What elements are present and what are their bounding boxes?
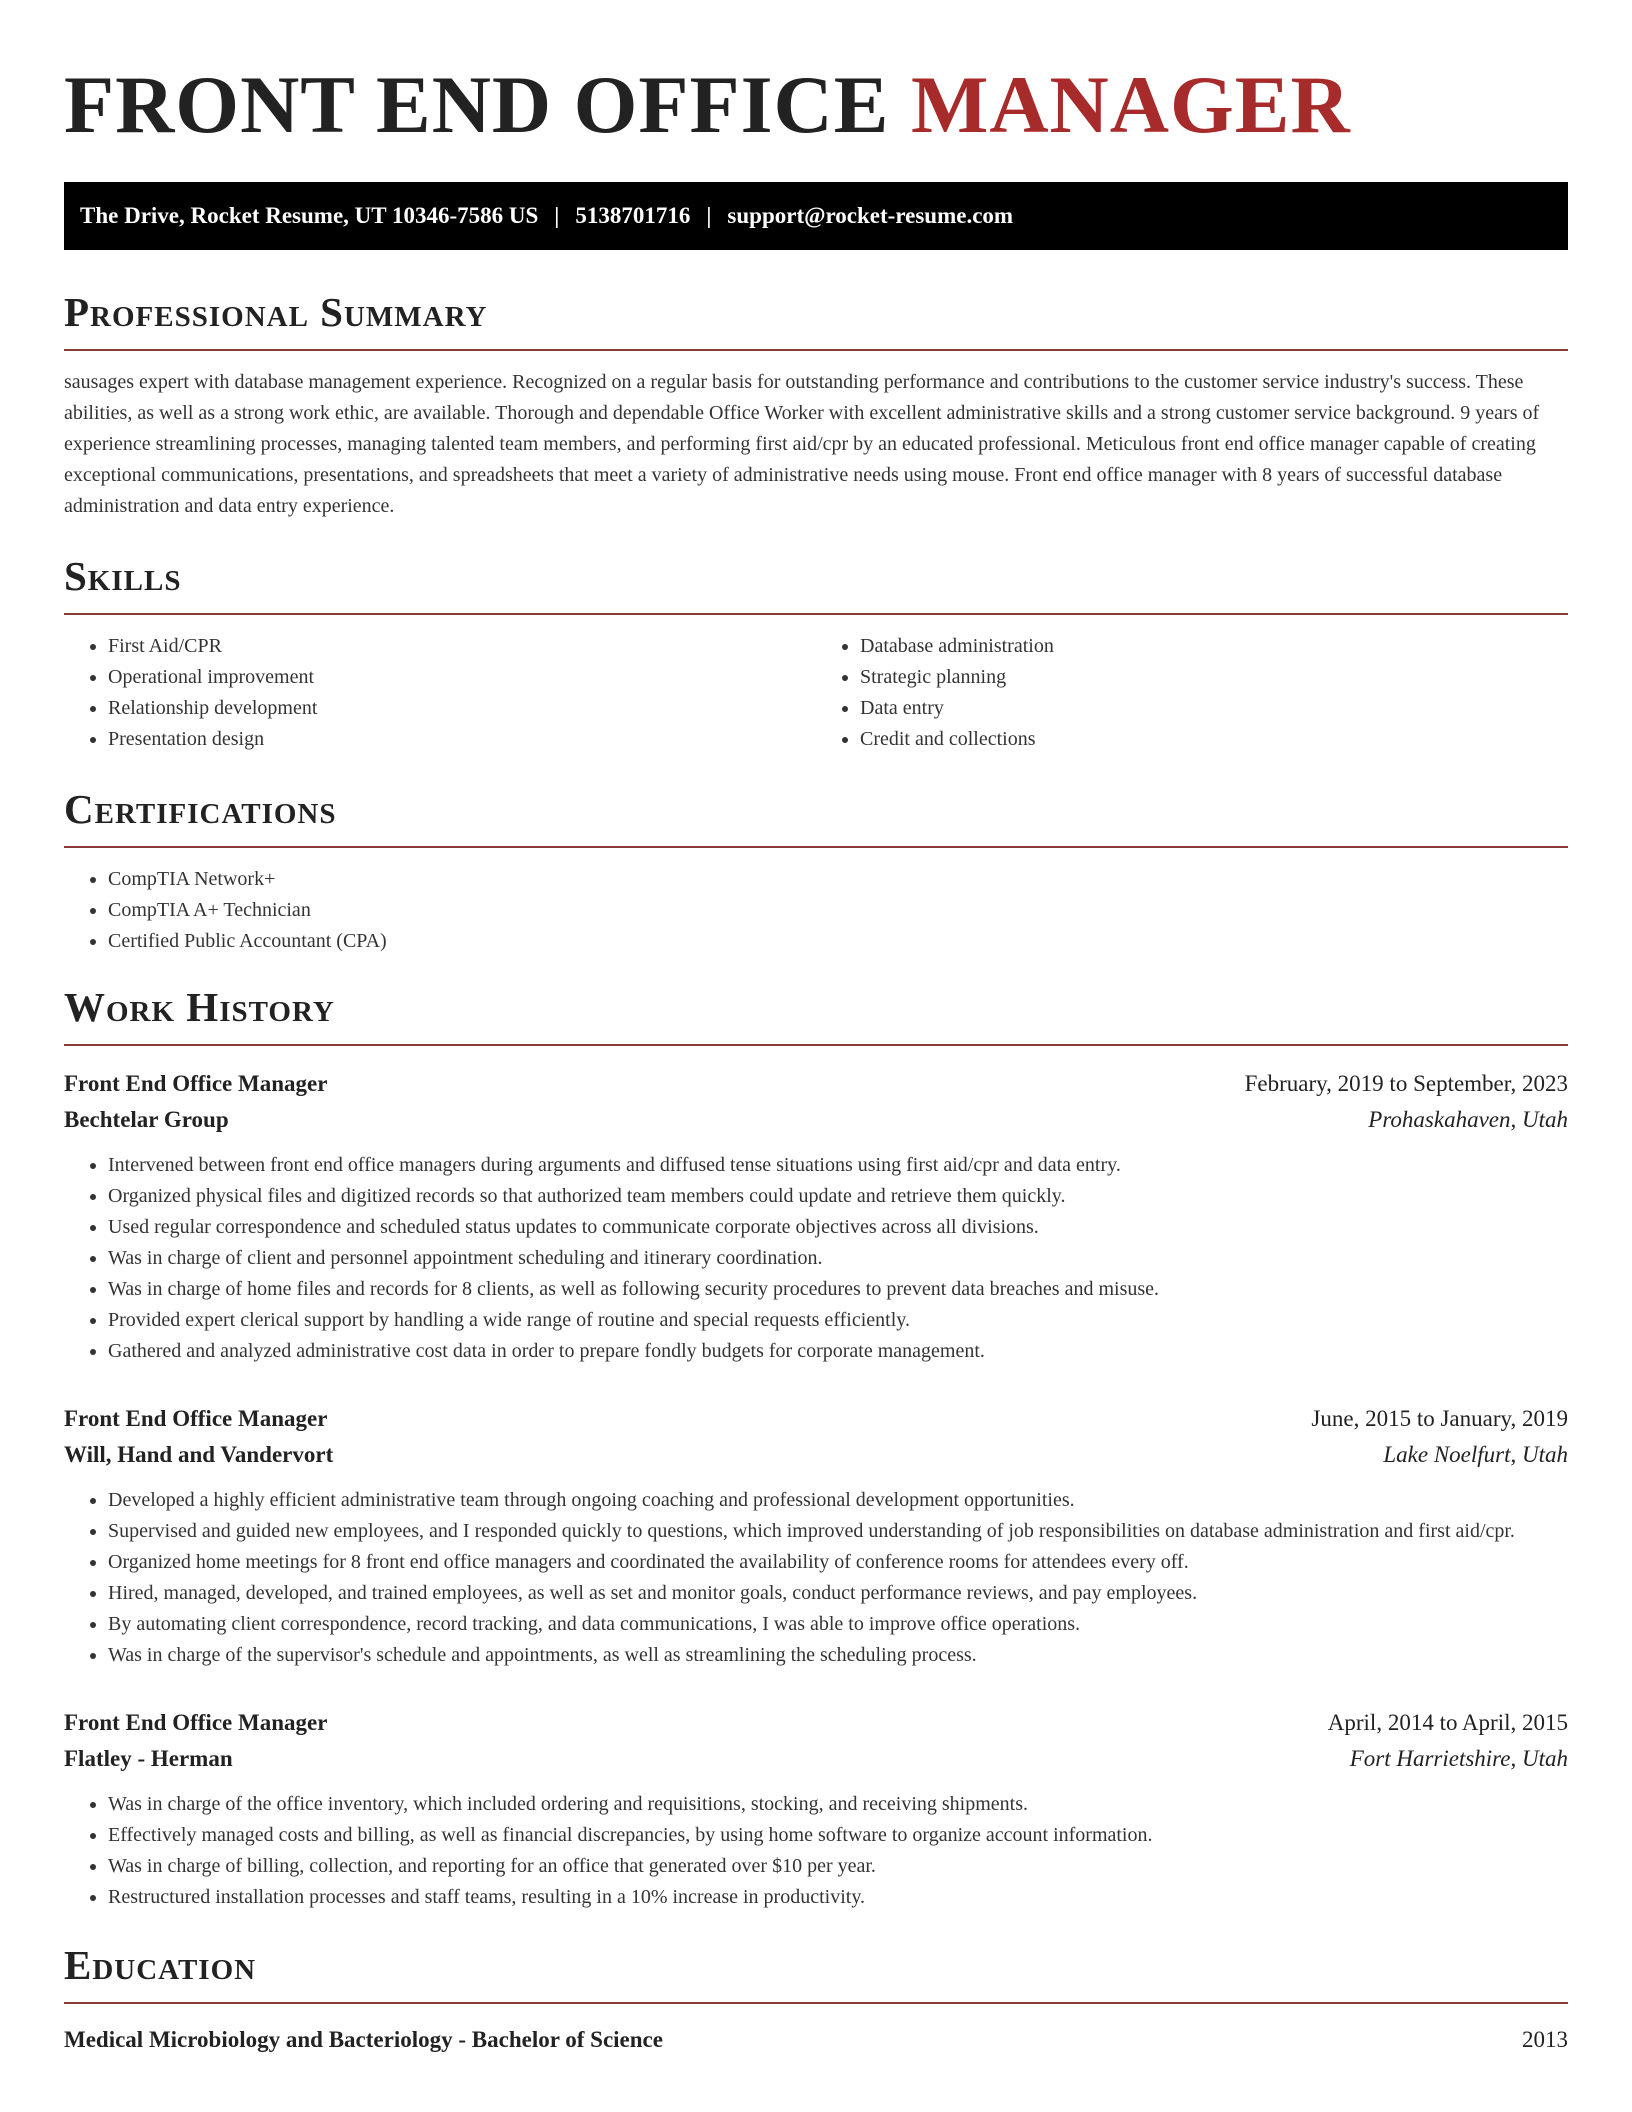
job-bullets bbox=[64, 1150, 1568, 1367]
contact-separator: | bbox=[706, 203, 712, 228]
job-company: Will, Hand and Vandervort bbox=[64, 1442, 334, 1468]
job-bullet: • Intervened between front end office managers during arguments and diffused tense situations using first aid/cpr and data entry. bbox=[108, 1150, 1568, 1181]
contact-address: The Drive, Rocket Resume, UT 10346-7586 US bbox=[80, 203, 539, 228]
job-bullet: • Was in charge of home files and records for 8 clients, as well as following security procedures to prevent data breaches and misuse. bbox=[108, 1274, 1568, 1305]
job-bullet: • Hired, managed, developed, and trained employees, as well as set and monitor goals, conduct performance reviews, and pay employees. bbox=[108, 1578, 1568, 1609]
page-title bbox=[64, 59, 1568, 150]
certifications-list bbox=[64, 864, 1568, 957]
contact-email: support@rocket-resume.com bbox=[727, 203, 1014, 228]
skills-list-right bbox=[816, 631, 1568, 755]
job-bullets bbox=[64, 1789, 1568, 1913]
job-title: Front End Office Manager bbox=[64, 1710, 328, 1736]
certification-item: • CompTIA A+ Technician bbox=[108, 895, 1568, 926]
education-degree: Medical Microbiology and Bacteriology - Bachelor of Science bbox=[64, 2027, 663, 2053]
job-bullets bbox=[64, 1485, 1568, 1671]
job-location: Lake Noelfurt, Utah bbox=[1383, 1442, 1568, 1468]
summary-section bbox=[64, 290, 1568, 522]
job-bullet: • By automating client correspondence, record tracking, and data communications, I was able to improve office operations. bbox=[108, 1609, 1568, 1640]
contact-separator: | bbox=[554, 203, 560, 228]
job-bullet: • Supervised and guided new employees, and I responded quickly to questions, which improved understanding of job responsibilities on database administration and first aid/cpr. bbox=[108, 1516, 1568, 1547]
skill-item: • Data entry bbox=[860, 693, 1568, 724]
job-location: Fort Harrietshire, Utah bbox=[1349, 1746, 1568, 1772]
job-bullet: • Was in charge of billing, collection, and reporting for an office that generated over $10 per year. bbox=[108, 1851, 1568, 1882]
skills-section bbox=[64, 554, 1568, 755]
job-bullet: • Effectively managed costs and billing, as well as financial discrepancies, by using home software to organize account information. bbox=[108, 1820, 1568, 1851]
contact-bar bbox=[64, 182, 1568, 250]
job-bullet: • Used regular correspondence and scheduled status updates to communicate corporate objectives across all divisions. bbox=[108, 1212, 1568, 1243]
education-year: 2013 bbox=[1522, 2027, 1568, 2053]
job-entry bbox=[64, 1066, 1568, 1367]
skill-item: • First Aid/CPR bbox=[108, 631, 816, 662]
title-accent: MANAGER bbox=[910, 59, 1351, 150]
skill-item: • Relationship development bbox=[108, 693, 816, 724]
work-history-section bbox=[64, 985, 1568, 1913]
certification-item: • CompTIA Network+ bbox=[108, 864, 1568, 895]
skill-item: • Credit and collections bbox=[860, 724, 1568, 755]
job-title: Front End Office Manager bbox=[64, 1071, 328, 1097]
job-company: Flatley - Herman bbox=[64, 1746, 233, 1772]
contact-phone: 5138701716 bbox=[575, 203, 691, 228]
job-bullet: • Organized physical files and digitized records so that authorized team members could update and retrieve them quickly. bbox=[108, 1181, 1568, 1212]
skill-item: • Operational improvement bbox=[108, 662, 816, 693]
certifications-section bbox=[64, 787, 1568, 957]
skill-item: • Database administration bbox=[860, 631, 1568, 662]
job-location: Prohaskahaven, Utah bbox=[1368, 1107, 1568, 1133]
section-heading: Professional Summary bbox=[64, 290, 1568, 351]
job-bullet: • Restructured installation processes and staff teams, resulting in a 10% increase in productivity. bbox=[108, 1882, 1568, 1913]
job-bullet: • Was in charge of the office inventory, which included ordering and requisitions, stocking, and receiving shipments. bbox=[108, 1789, 1568, 1820]
skill-item: • Presentation design bbox=[108, 724, 816, 755]
skills-list-left bbox=[64, 631, 816, 755]
job-bullet: • Was in charge of the supervisor's schedule and appointments, as well as streamlining the scheduling process. bbox=[108, 1640, 1568, 1671]
section-heading: Education bbox=[64, 1943, 1568, 2004]
job-dates: February, 2019 to September, 2023 bbox=[1244, 1071, 1568, 1097]
job-company: Bechtelar Group bbox=[64, 1107, 229, 1133]
education-section bbox=[64, 1943, 1568, 2058]
section-heading: Certifications bbox=[64, 787, 1568, 848]
skill-item: • Strategic planning bbox=[860, 662, 1568, 693]
job-bullet: • Developed a highly efficient administrative team through ongoing coaching and professional development opportunities. bbox=[108, 1485, 1568, 1516]
job-entry bbox=[64, 1401, 1568, 1671]
job-dates: April, 2014 to April, 2015 bbox=[1327, 1710, 1568, 1736]
skills-grid bbox=[64, 615, 1568, 755]
job-bullet: • Was in charge of client and personnel appointment scheduling and itinerary coordination. bbox=[108, 1243, 1568, 1274]
job-dates: June, 2015 to January, 2019 bbox=[1311, 1406, 1568, 1432]
title-main: FRONT END OFFICE bbox=[64, 59, 890, 150]
job-bullet: • Gathered and analyzed administrative cost data in order to prepare fondly budgets for corporate management. bbox=[108, 1336, 1568, 1367]
job-title: Front End Office Manager bbox=[64, 1406, 328, 1432]
section-heading: Work History bbox=[64, 985, 1568, 1046]
summary-text: sausages expert with database management experience. Recognized on a regular basis for outstanding performance and contributions to the customer service industry's success. These abilities, as well as a strong work ethic, are available. Thorough and dependable Office Worker with excellent administrative skills and a strong customer service background. 9 years of experience streamlining processes, managing talented team members, and performing first aid/cpr by an educated professional. Meticulous front end office manager capable of creating exceptional communications, presentations, and spreadsheets that meet a variety of administrative needs using mouse. Front end office manager with 8 years of successful database administration and data entry experience. bbox=[64, 371, 1540, 518]
certification-item: • Certified Public Accountant (CPA) bbox=[108, 926, 1568, 957]
job-entry bbox=[64, 1705, 1568, 1913]
section-heading: Skills bbox=[64, 554, 1568, 615]
job-bullet: • Organized home meetings for 8 front end office managers and coordinated the availability of conference rooms for attendees every off. bbox=[108, 1547, 1568, 1578]
job-bullet: • Provided expert clerical support by handling a wide range of routine and special requests efficiently. bbox=[108, 1305, 1568, 1336]
